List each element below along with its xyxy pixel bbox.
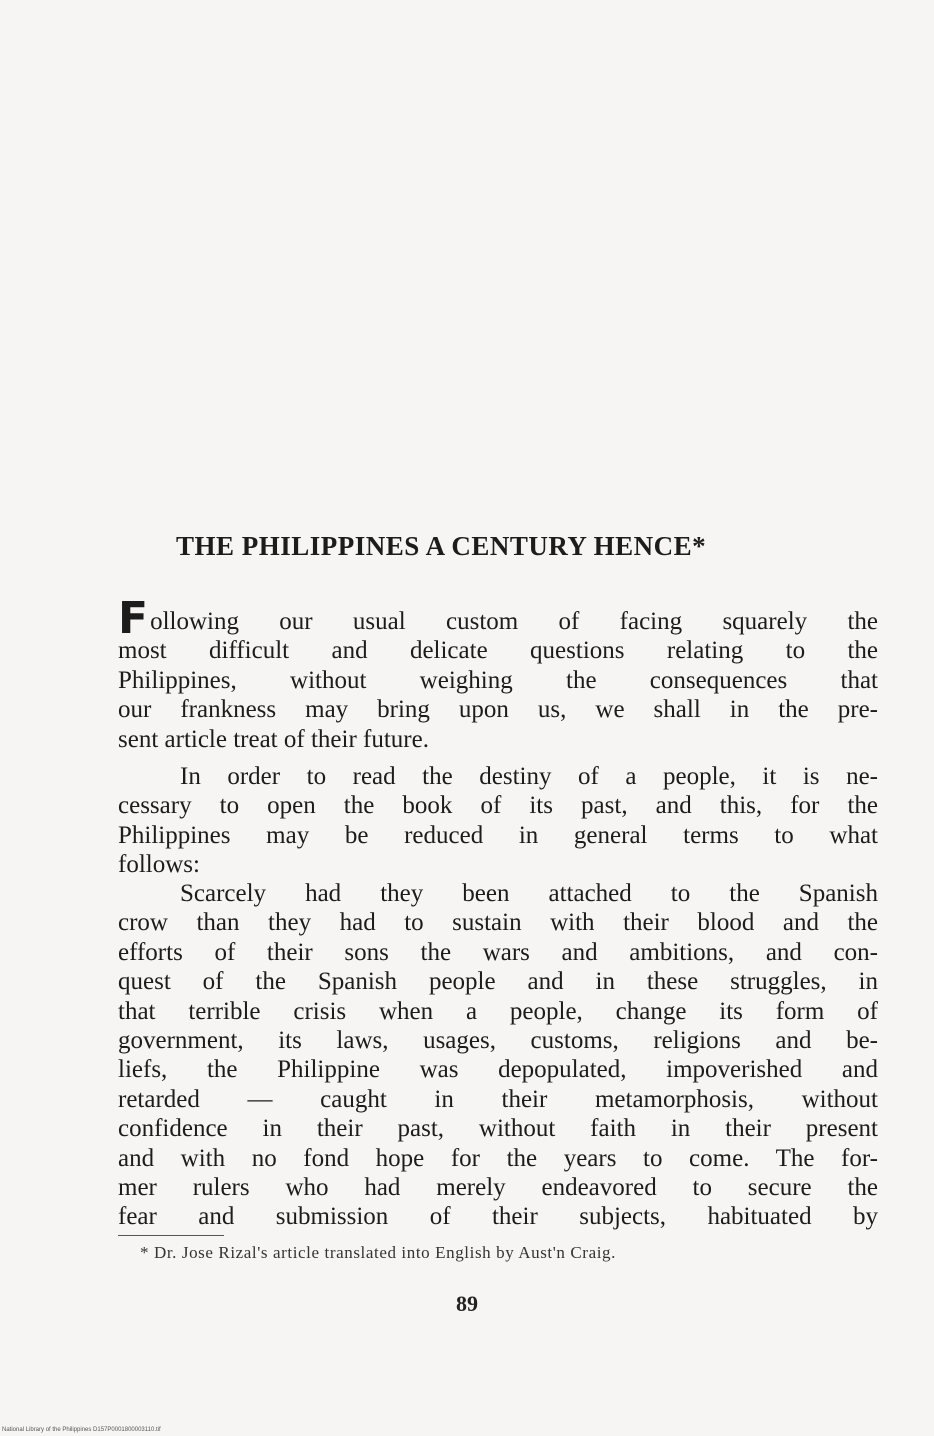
paragraph-line: efforts of their sons the wars and ambitions, and con-	[118, 938, 878, 966]
page-number: 89	[456, 1291, 478, 1316]
footnote: * Dr. Jose Rizal's article translated into English by Aust'n Craig.	[140, 1243, 616, 1262]
paragraph-line: mer rulers who had merely endeavored to secure the	[118, 1174, 878, 1202]
archive-stamp: National Library of the Philippines D157P0001800003110.tif	[2, 1427, 161, 1433]
paragraph-line: follows:	[118, 851, 200, 879]
paragraph-line: In order to read the destiny of a people, it is ne-	[180, 763, 878, 790]
paragraph-line: confidence in their past, without faith in their present	[118, 1115, 878, 1143]
paragraph-line: Following our usual custom of facing squarely the	[118, 593, 878, 644]
paragraph-line: liefs, the Philippine was depopulated, impoverished and	[118, 1056, 878, 1084]
paragraph-line: Philippines, without weighing the consequences that	[118, 666, 878, 694]
drop-cap: F	[118, 593, 149, 644]
paragraph-line: cessary to open the book of its past, and this, for the	[118, 792, 878, 820]
paragraph-line: fear and submission of their subjects, habituated by	[118, 1203, 878, 1231]
footnote-divider	[118, 1235, 224, 1236]
paragraph-3	[118, 879, 878, 1232]
paragraph-line: crow than they had to sustain with their blood and the	[118, 909, 878, 937]
paragraph-line: sent article treat of their future.	[118, 725, 429, 753]
paragraph-line: our frankness may bring upon us, we shall in the pre-	[118, 696, 878, 724]
paragraph-line: Scarcely had they been attached to the Spanish	[180, 880, 878, 907]
article-title: THE PHILIPPINES A CENTURY HENCE*	[176, 531, 707, 561]
paragraph-line: that terrible crisis when a people, change its form of	[118, 997, 878, 1025]
paragraph-line: and with no fond hope for the years to come. The for-	[118, 1144, 878, 1172]
paragraph-line: government, its laws, usages, customs, religions and be-	[118, 1027, 878, 1055]
paragraph-line: most difficult and delicate questions relating to the	[118, 637, 878, 665]
paragraph-line: quest of the Spanish people and in these struggles, in	[118, 968, 878, 996]
paragraph-2	[118, 762, 878, 880]
paragraph-line: retarded — caught in their metamorphosis, without	[118, 1085, 878, 1113]
paragraph-1	[118, 593, 878, 754]
paragraph-line: Philippines may be reduced in general terms to what	[118, 821, 878, 849]
